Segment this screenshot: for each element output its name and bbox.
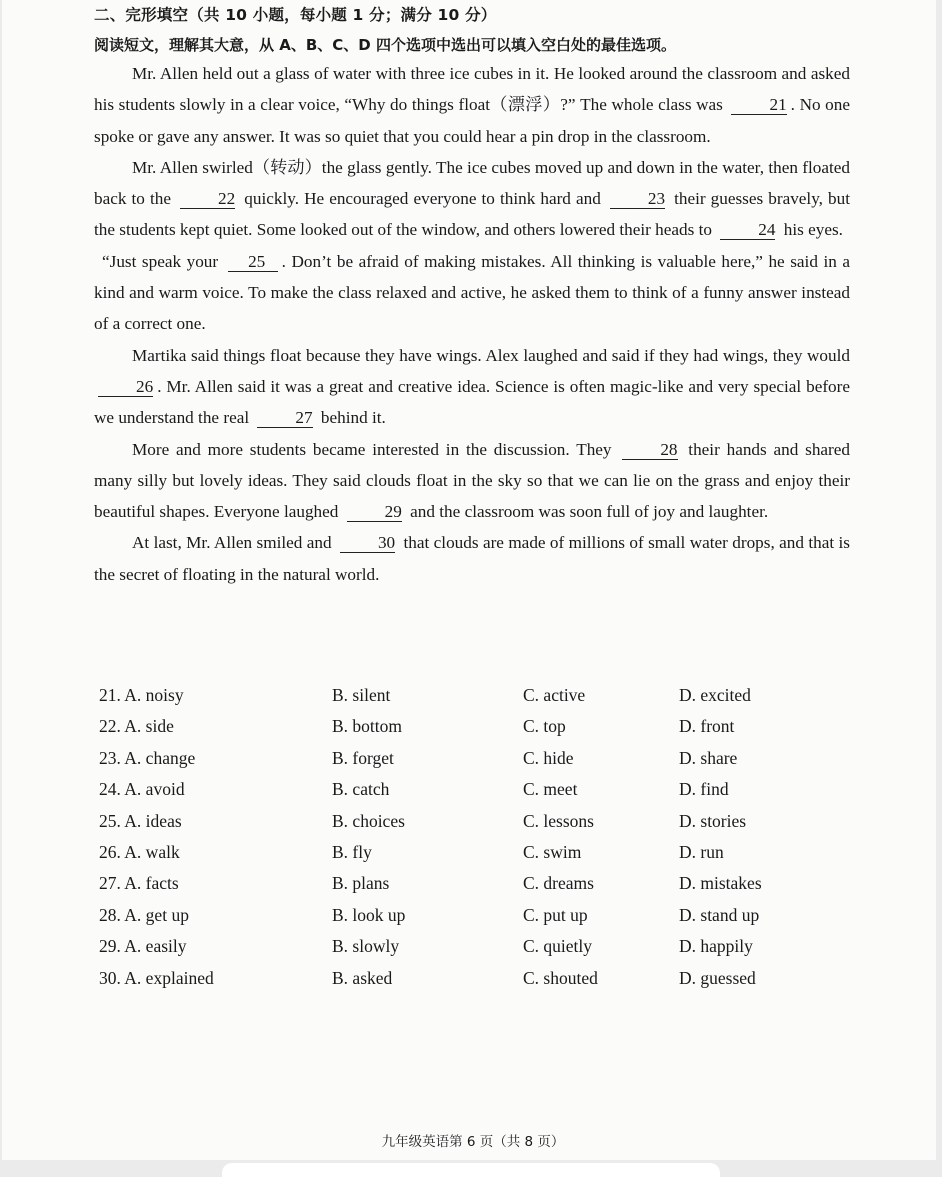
option-a bbox=[99, 968, 214, 989]
passage-text: behind it. bbox=[316, 408, 386, 428]
question-number: 28. bbox=[99, 904, 121, 925]
passage-text: quickly. He encouraged everyone to think hard and bbox=[239, 189, 606, 209]
passage-text: their guesses bravely, but the students kept quiet. Some looked out of the window, and others lowered their heads to bbox=[94, 189, 851, 240]
option-d: D. happily bbox=[679, 936, 753, 957]
option-text: A. walk bbox=[124, 841, 180, 862]
option-c: C. meet bbox=[523, 779, 578, 800]
option-b: B. silent bbox=[332, 685, 391, 705]
blank-28: 28 bbox=[622, 441, 677, 460]
option-text: A. noisy bbox=[124, 685, 184, 705]
passage-paragraph bbox=[94, 246, 850, 340]
option-c: C. swim bbox=[523, 841, 582, 862]
option-c: C. top bbox=[523, 716, 566, 737]
option-d: D. run bbox=[679, 841, 724, 862]
bottom-scroll-handle[interactable] bbox=[222, 1163, 720, 1177]
passage-paragraph bbox=[94, 434, 850, 528]
option-d: D. guessed bbox=[679, 967, 756, 988]
option-b: B. bottom bbox=[332, 716, 403, 737]
passage-text: “Just speak your bbox=[102, 251, 224, 271]
instructions: 阅读短文，理解其大意，从 A、B、C、D 四个选项中选出可以填入空白处的最佳选项。 bbox=[94, 36, 676, 54]
option-d: D. front bbox=[679, 716, 735, 737]
passage-text: Martika said things float because they have wings. Alex laughed and said if they had wings, they would bbox=[132, 345, 850, 365]
question-number: 29. bbox=[99, 936, 121, 957]
option-a bbox=[99, 716, 174, 737]
option-c: C. hide bbox=[523, 747, 574, 768]
option-a bbox=[99, 811, 182, 832]
option-d: D. mistakes bbox=[679, 873, 762, 894]
page-footer: 九年级英语第 6 页（共 8 页） bbox=[381, 1134, 565, 1150]
passage-text: that clouds are made of millions of small water drops, and that is the secret of floating in the natural world. bbox=[94, 533, 850, 584]
blank-26: 26 bbox=[98, 378, 153, 397]
question-number: 22. bbox=[99, 716, 121, 737]
option-b: B. asked bbox=[332, 967, 393, 988]
blank-27: 27 bbox=[257, 409, 312, 428]
question-number: 21. bbox=[99, 685, 121, 705]
passage-paragraph bbox=[94, 152, 850, 246]
blank-30: 30 bbox=[340, 534, 395, 553]
option-text: A. side bbox=[124, 716, 174, 737]
option-text: A. avoid bbox=[124, 779, 185, 800]
option-text: A. easily bbox=[124, 936, 187, 957]
option-a bbox=[99, 905, 189, 926]
option-d: D. find bbox=[679, 779, 729, 800]
blank-23: 23 bbox=[610, 190, 665, 209]
option-b: B. choices bbox=[332, 810, 405, 831]
question-number: 27. bbox=[99, 873, 121, 894]
option-a bbox=[99, 936, 187, 957]
question-number: 30. bbox=[99, 967, 121, 988]
cloze-passage bbox=[94, 58, 850, 590]
passage-paragraph bbox=[94, 340, 850, 434]
option-b: B. forget bbox=[332, 747, 394, 768]
passage-text: . Mr. Allen said it was a great and creative idea. Science is often magic-like and very special before we understand the real bbox=[94, 376, 850, 428]
question-number: 25. bbox=[99, 810, 121, 831]
passage-text: Mr. Allen swirled（转动）the glass gently. The ice cubes moved up and down in the water, then floated back to the bbox=[94, 157, 850, 209]
option-a bbox=[99, 685, 184, 706]
option-b: B. look up bbox=[332, 904, 406, 925]
passage-text: Mr. Allen held out a glass of water with three ice cubes in it. He looked around the classroom and asked his students slowly in a clear voice, “Why do things float（漂浮）?” The whole class was bbox=[94, 64, 850, 115]
option-d: D. excited bbox=[679, 685, 751, 705]
option-c: C. put up bbox=[523, 904, 588, 925]
blank-25: 25 bbox=[228, 253, 278, 272]
option-d: D. share bbox=[679, 747, 738, 768]
option-c: C. active bbox=[523, 685, 586, 705]
option-a bbox=[99, 779, 185, 800]
option-c: C. quietly bbox=[523, 936, 593, 957]
passage-text: At last, Mr. Allen smiled and bbox=[132, 533, 336, 553]
option-d: D. stand up bbox=[679, 904, 760, 925]
passage-text: . Don’t be afraid of making mistakes. All thinking is valuable here,” he said in a kind and warm voice. To make the class relaxed and active, he asked them to think of a funny answer instead of a correct one. bbox=[94, 251, 851, 334]
option-c: C. dreams bbox=[523, 873, 594, 894]
passage-paragraph bbox=[94, 58, 850, 152]
passage-text: their hands and shared many silly but lovely ideas. They said clouds float in the sky so that we can lie on the grass and enjoy their beautiful shapes. Everyone laughed bbox=[94, 439, 850, 522]
question-number: 26. bbox=[99, 841, 121, 862]
option-b: B. plans bbox=[332, 873, 390, 894]
passage-text: . No one spoke or gave any answer. It was so quiet that you could hear a pin drop in the classroom. bbox=[94, 95, 850, 146]
blank-22: 22 bbox=[180, 190, 235, 209]
option-b: B. fly bbox=[332, 841, 372, 862]
question-number: 23. bbox=[99, 747, 121, 768]
option-text: A. explained bbox=[124, 967, 214, 988]
passage-text: More and more students became interested in the discussion. They bbox=[132, 439, 619, 459]
blank-21: 21 bbox=[731, 96, 786, 115]
option-a bbox=[99, 842, 180, 863]
option-a bbox=[99, 748, 195, 769]
passage-paragraph bbox=[94, 527, 850, 590]
option-c: C. shouted bbox=[523, 967, 598, 988]
passage-text: his eyes. bbox=[779, 220, 843, 240]
exam-page bbox=[2, 0, 936, 1160]
blank-24: 24 bbox=[720, 221, 775, 240]
option-b: B. catch bbox=[332, 779, 390, 800]
question-number: 24. bbox=[99, 779, 121, 800]
option-d: D. stories bbox=[679, 810, 747, 831]
section-title: 二、完形填空（共 10 小题，每小题 1 分；满分 10 分） bbox=[94, 6, 497, 24]
option-b: B. slowly bbox=[332, 936, 400, 957]
passage-text: and the classroom was soon full of joy and laughter. bbox=[405, 502, 769, 522]
option-text: A. change bbox=[124, 747, 196, 768]
blank-29: 29 bbox=[347, 503, 402, 522]
option-text: A. ideas bbox=[124, 810, 182, 831]
option-text: A. get up bbox=[124, 904, 189, 925]
option-a bbox=[99, 873, 179, 894]
option-text: A. facts bbox=[124, 873, 179, 894]
option-c: C. lessons bbox=[523, 810, 594, 831]
